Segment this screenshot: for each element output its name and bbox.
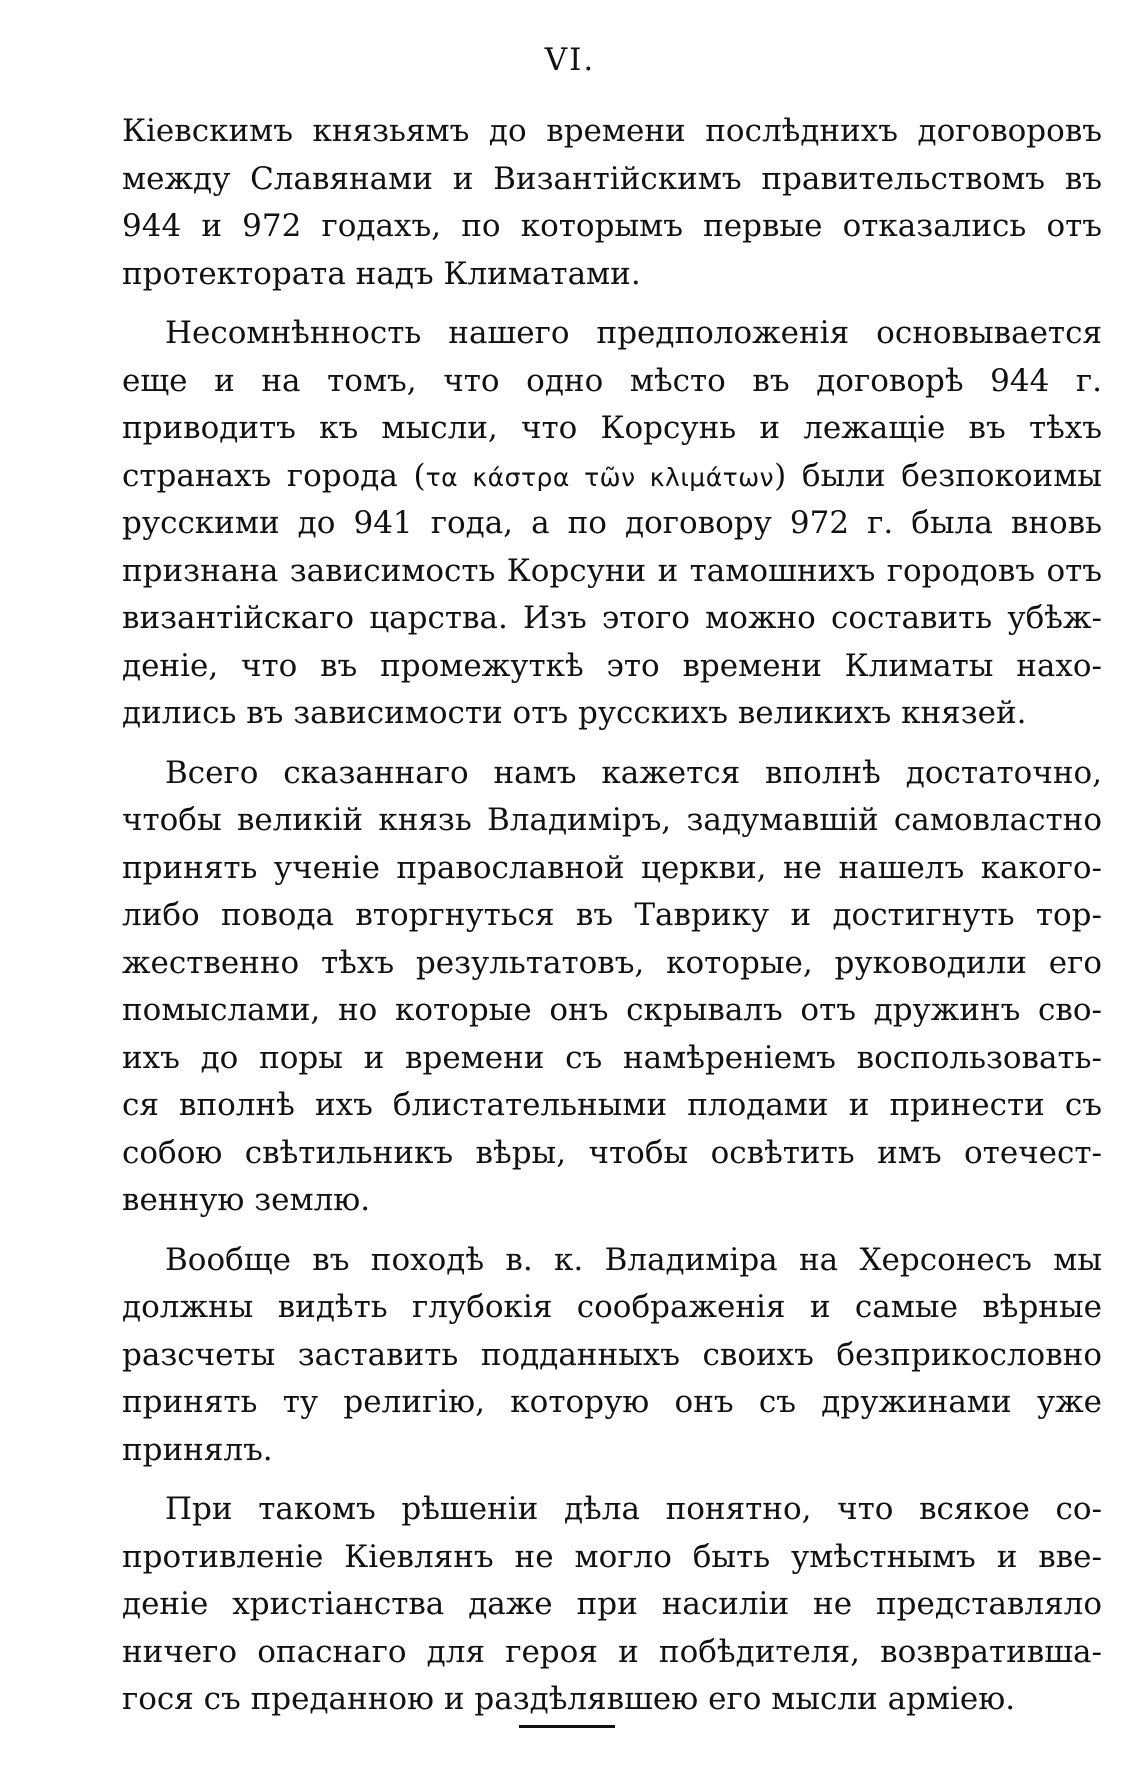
text-line: между Славянами и Византійскимъ правительствомъ въ [122, 160, 1102, 197]
text-line: гося съ преданною и раздѣлявшею его мысли арміею. [122, 1681, 1016, 1717]
paragraph-5 [122, 1486, 1102, 1724]
text-line: принять ту религію, которую онъ съ дружинами уже [122, 1384, 1102, 1420]
text-line: деніе, что въ промежуткѣ это времени Климаты нахо- [122, 647, 1102, 684]
text-line: византійскаго царства. Изъ этого можно составить убѣж- [122, 600, 1102, 636]
paragraph-4 [122, 1237, 1102, 1475]
text-line: приводитъ къ мысли, что Корсунь и лежащіе въ тѣхъ [122, 410, 1102, 446]
paragraph-1 [122, 108, 1102, 298]
text-line: разсчеты заставить подданныхъ своихъ безприкословно [122, 1336, 1102, 1373]
text-line: принять ученіе православной церкви, не нашелъ какого- [122, 849, 1102, 886]
text-line: Кіевскимъ князьямъ до времени послѣднихъ договоровъ [122, 113, 1102, 149]
text-segment: странахъ города ( [122, 457, 426, 494]
text-line: должны видѣть глубокія соображенія и самые вѣрные [122, 1289, 1102, 1325]
text-line: ихъ до поры и времени съ намѣреніемъ воспользовать- [122, 1039, 1102, 1076]
paragraph-2 [122, 310, 1102, 738]
text-line: При такомъ рѣшеніи дѣла понятно, что всякое со- [165, 1491, 1102, 1527]
text-line: признана зависимость Корсуни и тамошнихъ городовъ отъ [122, 552, 1102, 589]
text-line: 944 и 972 годахъ, по которымъ первые отказались отъ [122, 208, 1102, 244]
greek-quotation: τα κάστρα τῶν κλιμάτων [425, 462, 775, 492]
text-line: Вообще въ походѣ в. к. Владиміра на Херсонесъ мы [165, 1241, 1102, 1278]
text-line: протектората надъ Климатами. [122, 255, 641, 292]
text-line: дились въ зависимости отъ русскихъ великихъ князей. [122, 695, 1027, 731]
text-line: ничего опаснаго для героя и побѣдителя, возвратившa- [122, 1633, 1102, 1670]
text-line: жественно тѣхъ результатовъ, которые, руководили его [122, 944, 1102, 981]
page-number: VI. [544, 42, 596, 78]
body-text [122, 108, 1102, 1724]
bottom-rule-divider [519, 1725, 615, 1728]
text-line: Несомнѣнность нашего предположенія основывается [165, 315, 1102, 351]
text-line: либо повода вторгнуться въ Таврику и достигнуть тор- [122, 897, 1102, 933]
text-line: русскими до 941 года, а по договору 972 г. была вновь [122, 505, 1102, 541]
paragraph-3 [122, 750, 1102, 1225]
text-line: помыслами, но которые онъ скрывалъ отъ дружинъ сво- [122, 992, 1102, 1028]
text-line: чтобы великій князь Владиміръ, задумавшій самовластно [122, 802, 1102, 838]
text-segment: ) были безпокоимы [774, 457, 1102, 494]
text-line: Всего сказаннаго намъ кажется вполнѣ достаточно, [165, 754, 1102, 791]
text-line: венную землю. [122, 1182, 371, 1218]
text-line: собою свѣтильникъ вѣры, чтобы освѣтить имъ отечест- [122, 1134, 1102, 1171]
text-line: противленіе Кіевлянъ не могло быть умѣстнымъ и вве- [122, 1538, 1102, 1575]
text-line: ся вполнѣ ихъ блистательными плодами и принести съ [122, 1087, 1102, 1123]
text-line-with-greek [122, 453, 1102, 501]
text-line: деніе христіанства даже при насиліи не представляло [122, 1586, 1102, 1622]
text-line: принялъ. [122, 1431, 273, 1468]
text-line: еще и на томъ, что одно мѣсто въ договорѣ 944 г. [122, 362, 1102, 399]
